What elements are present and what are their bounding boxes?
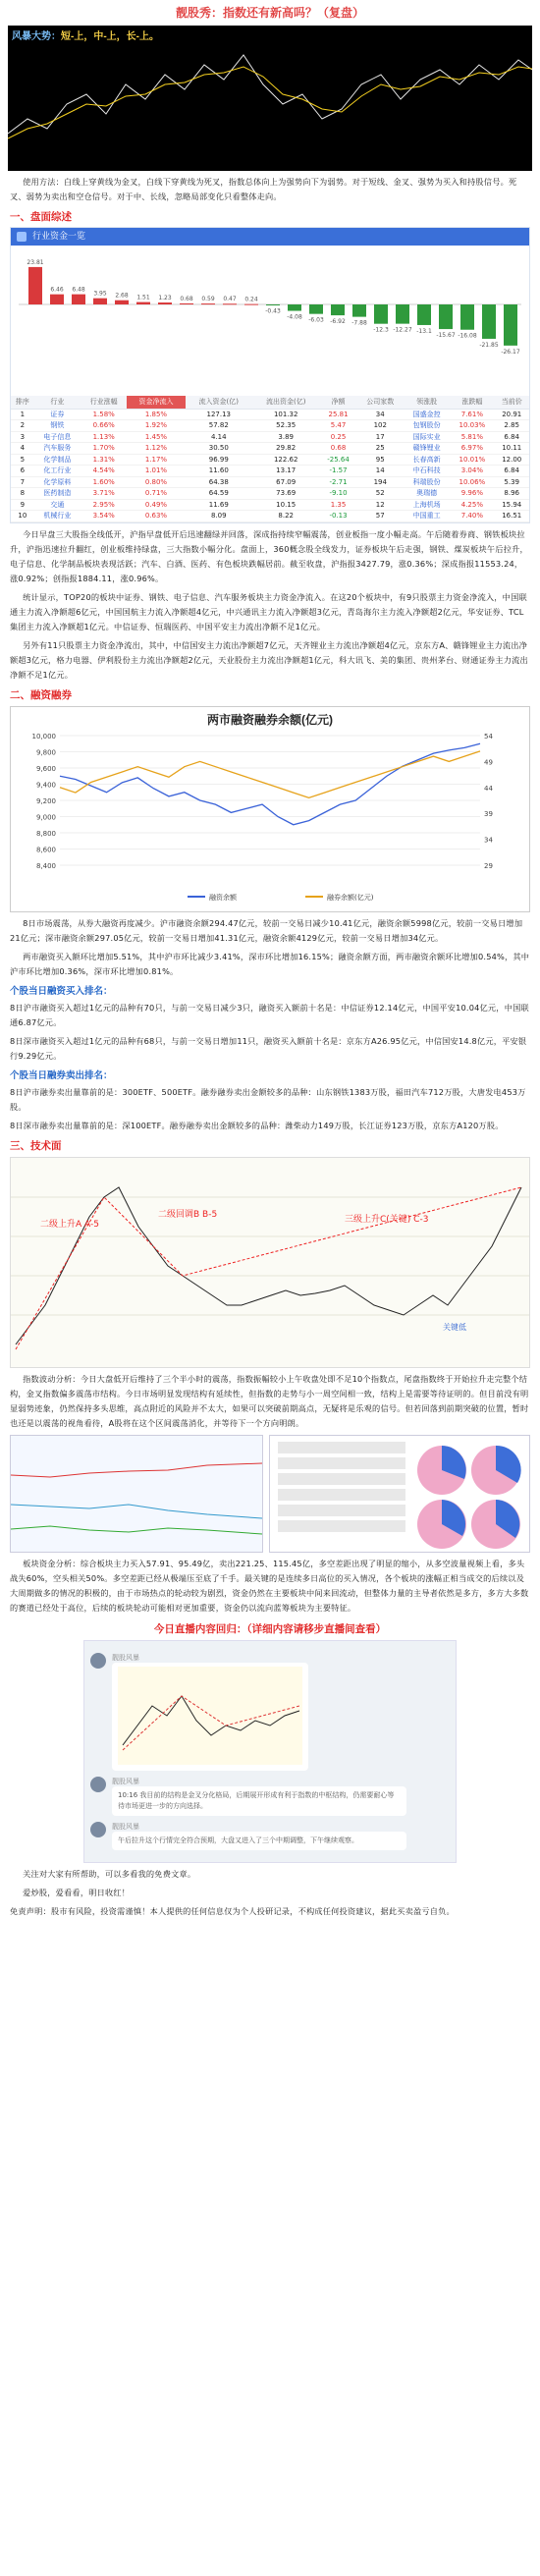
industry-bar [223, 303, 237, 304]
y-left-tick: 9,000 [35, 813, 56, 821]
financing-buy-ranking-heading: 个股当日融资买入排名： [10, 985, 113, 997]
banner-values-text: 短-上，中-上，长-上。 [61, 31, 159, 42]
avatar [90, 1777, 106, 1792]
table-row[interactable] [11, 443, 529, 455]
table-header[interactable]: 行业涨幅 [81, 396, 127, 409]
legend-entry: 融券余额(亿元) [327, 893, 374, 902]
industry-capital-panel [10, 227, 530, 523]
industry-bar [504, 304, 517, 346]
industry-bar-label: -6.03 [308, 316, 324, 324]
table-cell: 交通 [34, 499, 81, 511]
table-cell: 52 [357, 488, 404, 500]
table-cell: 机械行业 [34, 511, 81, 522]
table-cell: 57 [357, 511, 404, 522]
chat-chart-bubble [112, 1663, 308, 1771]
disclaimer: 免责声明：股市有风险，投资需谨慎！本人提供的任何信息仅为个人投研记录，不构成任何投资建议，据此买卖盈亏自负。 [10, 1905, 455, 1916]
table-cell: 7 [11, 476, 34, 488]
table-cell: 国盛金控 [404, 409, 450, 420]
table-cell: 0.25 [319, 431, 356, 443]
industry-bar [288, 304, 301, 311]
wave-chart-plot [11, 1158, 529, 1367]
industry-bar [136, 302, 150, 304]
industry-bar-label: 1.23 [158, 295, 172, 302]
table-cell: -1.57 [319, 466, 356, 477]
table-cell: 101.32 [252, 409, 319, 420]
table-row[interactable] [11, 466, 529, 477]
capital-outflow-paragraph: 另外有11只股票主力资金净流出，其中，中信国安主力流出净额超7亿元，天齐锂业主力流出净额超4亿元，京东方A、赣锋锂业主力流出净额超3亿元，格力电器、伊利股份主力流出净额超2亿元，天业股份主力流出净额超1亿元，科大讯飞、美的集团、贵州茅台、财通证券主力流出净额不足1亿元。 [10, 639, 528, 680]
table-header[interactable]: 流入资金(亿) [186, 396, 252, 409]
industry-table [11, 396, 529, 522]
table-cell: 29.82 [252, 443, 319, 455]
table-header[interactable]: 涨跌幅 [450, 396, 494, 409]
table-cell: 9.96% [450, 488, 494, 500]
table-cell: 12 [357, 499, 404, 511]
table-header[interactable]: 净额 [319, 396, 356, 409]
series-line [60, 750, 480, 797]
table-cell: 194 [357, 476, 404, 488]
table-cell: 上海机场 [404, 499, 450, 511]
table-row[interactable] [11, 511, 529, 522]
table-cell: 1.13% [81, 431, 127, 443]
capital-inflow-paragraph: 统计显示，TOP20的板块中证券、钢铁、电子信息、汽车服务板块主力资金净流入。在这20个板块中，有9只股票主力资金净流入，中国联通主力流入净额超6亿元，中国国航主力流入净额超4亿元，中兴通讯主力流入净额超3亿元，青岛海尔主力流入净额超2亿元，华安证券、TCL集团主力流入净额超1亿元。中信证券、恒瑞医药、中国平安主力流出净额不足1亿元。 [10, 591, 527, 631]
industry-bar [50, 295, 64, 304]
sector-analysis-paragraph: 板块资金分析：综合板块主力买入57.91、95.49亿，卖出221.25、115.45亿，多空差距出现了明显的缩小，从多空波量视频上看，多头战失60%，空头相关50%。多空差距已经从极端压至底了千手。最关键的是连续多日高位的买入情况，各个板块的涨幅正相当成交的后续以及大周期做多的情况的积极的，由于市场热点的轮动较为剧烈，资金仍然在主要板块中间来回流动，但整体力量的主导者依然是多方，多方大多数的赛道已经处于高位，后续的板块轮动可能相对更加重要，资金仍以流向蓝筹板块为主要特征。 [10, 1558, 529, 1613]
table-cell: 17 [357, 431, 404, 443]
short-sell-ranking-heading: 个股当日融券卖出排名： [10, 1069, 113, 1081]
wave-label-b: 二级回调B B-5 [158, 1209, 218, 1220]
table-cell: 12.00 [494, 454, 529, 466]
table-cell: 1 [11, 409, 34, 420]
industry-bar [201, 303, 215, 304]
wave-label-c: 三级上升C(关键) C-3 [345, 1214, 429, 1225]
margin-summary-paragraph: 8日市场震荡，从券大融资再度减少。沪市融资余额294.47亿元，较前一交易日减少10.41亿元，融资余额5998亿元，较前一交易日增加21亿元；深市融资余额297.05亿元，较前一交易日增加41.31亿元，融资余额4129亿元，较前一交易日增加34亿元。 [10, 917, 523, 943]
table-cell: 64.38 [186, 476, 252, 488]
industry-bar-label: -12.27 [393, 326, 412, 334]
table-cell: 6.84 [494, 466, 529, 477]
industry-bar [72, 295, 85, 304]
margin-balance-chart [10, 706, 530, 912]
avatar [90, 1653, 106, 1669]
table-cell: 1.45% [127, 431, 185, 443]
y-left-tick: 8,800 [35, 829, 56, 838]
banner-trend-label [12, 27, 159, 42]
table-cell: 7.61% [450, 409, 494, 420]
index-banner-chart [8, 26, 532, 171]
industry-bar-label: 3.95 [93, 290, 107, 298]
table-cell: 化学制品 [34, 454, 81, 466]
table-cell: 1.60% [81, 476, 127, 488]
table-header[interactable]: 公司家数 [357, 396, 404, 409]
table-cell: 4.54% [81, 466, 127, 477]
industry-bar-label: 0.59 [201, 296, 215, 303]
industry-bar [309, 304, 323, 314]
industry-bar [158, 302, 172, 304]
table-row[interactable] [11, 454, 529, 466]
table-cell: 中石科技 [404, 466, 450, 477]
industry-panel-title: 行业资金一览 [11, 228, 529, 246]
table-cell: 6.84 [494, 431, 529, 443]
table-cell: 1.01% [127, 466, 185, 477]
table-cell: 8.96 [494, 488, 529, 500]
section-1-heading: 一、盘面综述 [10, 211, 72, 223]
table-cell: 34 [357, 409, 404, 420]
table-cell: 5.81% [450, 431, 494, 443]
closing-note: 爱炒股，爱看看，明日收红！ [23, 1887, 131, 1897]
table-row[interactable] [11, 476, 529, 488]
y-left-tick: 8,600 [35, 846, 56, 853]
sz-short-paragraph: 8日深市融券卖出量靠前的是：深100ETF。融券融券卖出金额较多的品种：潍柴动力149万股，长江证券123万股，京东方A120万股。 [10, 1120, 504, 1130]
industry-bar [460, 304, 474, 330]
table-cell: 医药制造 [34, 488, 81, 500]
margin-chart-title: 两市融资融券余额(亿元) [207, 712, 333, 727]
table-cell: 3.04% [450, 466, 494, 477]
y-right-tick: 54 [484, 732, 493, 740]
industry-bar [266, 304, 280, 305]
industry-bar-label: 0.24 [244, 296, 258, 303]
table-cell: 11.69 [186, 499, 252, 511]
industry-bar-label: -13.1 [416, 327, 432, 335]
table-cell: 化工行业 [34, 466, 81, 477]
table-cell: 9 [11, 499, 34, 511]
table-cell: 0.80% [127, 476, 185, 488]
industry-bar-label: 23.81 [27, 258, 44, 266]
table-header[interactable]: 资金净流入 [127, 396, 185, 409]
table-cell: 国际实业 [404, 431, 450, 443]
table-cell: 122.62 [252, 454, 319, 466]
table-cell: 科瑞股份 [404, 476, 450, 488]
table-row[interactable] [11, 409, 529, 420]
margin-change-paragraph: 两市融资买入额环比增加5.51%，其中沪市环比减少3.41%，深市环比增加16.15%；融资余额方面，两市融资余额环比增加0.54%，其中沪市环比增加0.36%，深市环比增加0.81%。 [10, 951, 530, 976]
industry-bar [115, 301, 129, 304]
industry-bar-label: -26.17 [501, 348, 520, 356]
table-header[interactable]: 流出资金(亿) [252, 396, 319, 409]
table-cell: 10.15 [252, 499, 319, 511]
table-cell: 4 [11, 443, 34, 455]
table-cell: 16.51 [494, 511, 529, 522]
chat-message [90, 1777, 450, 1816]
banner-label-text: 风暴大势： [12, 31, 61, 42]
table-cell: 5 [11, 454, 34, 466]
industry-bar-label: 6.46 [50, 286, 64, 294]
table-cell: 1.17% [127, 454, 185, 466]
industry-bar-label: -0.43 [265, 307, 281, 315]
industry-bar-label: -15.67 [436, 332, 456, 340]
table-cell: 7.40% [450, 511, 494, 522]
table-cell: 5.39 [494, 476, 529, 488]
table-cell: 1.31% [81, 454, 127, 466]
live-chat-panel [83, 1640, 457, 1863]
table-cell: 化学原料 [34, 476, 81, 488]
industry-bar-label: 0.47 [223, 296, 237, 303]
industry-bar-label: 0.68 [180, 295, 193, 302]
table-cell: 52.35 [252, 420, 319, 432]
table-cell: 0.66% [81, 420, 127, 432]
y-left-tick: 9,800 [35, 748, 56, 756]
table-cell: 127.13 [186, 409, 252, 420]
intro-paragraph: 使用方法：白线上穿黄线为金叉，白线下穿黄线为死叉，指数总体向上为强势向下为弱势。对于短线、金叉、强势为买入和持股信号。死叉、弱势为卖出和空仓信号。对于中、长线，忽略局部变化只看整体走向。 [10, 177, 517, 201]
table-cell: 8.09 [186, 511, 252, 522]
table-cell: 10.01% [450, 454, 494, 466]
legend-entry: 融资余额 [209, 893, 237, 902]
table-cell: 67.09 [252, 476, 319, 488]
industry-bar-label: 6.48 [72, 286, 85, 294]
table-cell: 奥瑞德 [404, 488, 450, 500]
industry-bar [352, 304, 366, 317]
pie-charts [270, 1436, 529, 1552]
table-cell: -25.64 [319, 454, 356, 466]
live-review-heading: 今日直播内容回归：（详细内容请移步直播间查看） [153, 1622, 387, 1635]
industry-bar [417, 304, 431, 325]
table-cell: 5.47 [319, 420, 356, 432]
table-cell: 证券 [34, 409, 81, 420]
y-right-tick: 49 [484, 757, 493, 766]
industry-bar [439, 304, 453, 329]
industry-bar-chart [11, 246, 529, 393]
section-3-heading: 三、技术面 [10, 1139, 62, 1152]
wave-label-a: 二级上升A A-5 [40, 1219, 99, 1230]
table-cell: 2.95% [81, 499, 127, 511]
table-cell: 10 [11, 511, 34, 522]
table-cell: 10.06% [450, 476, 494, 488]
table-cell: 73.69 [252, 488, 319, 500]
table-cell: 包钢股份 [404, 420, 450, 432]
table-row[interactable] [11, 431, 529, 443]
table-cell: 15.94 [494, 499, 529, 511]
chat-message [90, 1822, 450, 1850]
table-row[interactable] [11, 488, 529, 500]
sector-images-row [10, 1435, 530, 1553]
table-cell: 1.85% [127, 409, 185, 420]
table-cell: 10.11 [494, 443, 529, 455]
table-cell: 6 [11, 466, 34, 477]
table-cell: 1.92% [127, 420, 185, 432]
table-header[interactable]: 排序 [11, 396, 34, 409]
industry-bar-label: -6.92 [330, 318, 346, 326]
table-cell: 8 [11, 488, 34, 500]
table-cell: 3.54% [81, 511, 127, 522]
industry-bar [396, 304, 409, 324]
table-cell: 中国重工 [404, 511, 450, 522]
industry-bar-label: -16.08 [458, 332, 477, 340]
chat-kline-chart [118, 1667, 302, 1765]
table-cell: 0.68 [319, 443, 356, 455]
table-header[interactable]: 行业 [34, 396, 81, 409]
industry-bar-label: 2.68 [115, 292, 129, 300]
table-cell: -2.71 [319, 476, 356, 488]
y-left-tick: 10,000 [31, 732, 56, 740]
section-2-heading: 二、融资融券 [10, 688, 72, 701]
industry-bar [374, 304, 388, 324]
industry-bar [244, 304, 258, 305]
sector-pie-charts [269, 1435, 530, 1553]
sh-financing-paragraph: 8日沪市融资买入超过1亿元的品种有70只，与前一交易日减少3只，融资买入额前十名是：中信证券12.14亿元，中国平安10.04亿元，中国联通6.87亿元。 [10, 1002, 529, 1027]
sector-flow-chart [10, 1435, 263, 1553]
table-cell: 20.91 [494, 409, 529, 420]
y-left-tick: 9,400 [35, 781, 56, 789]
industry-bar [93, 299, 107, 304]
table-cell: 11.60 [186, 466, 252, 477]
y-right-tick: 34 [484, 836, 493, 845]
chat-bubble: 10:16 我目前的结构是金叉分化格局，后期展开形成有利于指数的中枢结构，仍需要耐心等待市场更进一步的方向选择。 [112, 1786, 406, 1816]
table-cell: 25 [357, 443, 404, 455]
market-summary-paragraph: 今日早盘三大股指全线低开，沪指早盘低开后迅速翻绿并回落，深成指持续窄幅震荡，创业板指一度小幅走高。午后随着券商、钢铁板块拉升，沪指迅速拉升翻红，创业板维持绿盘，三大指数小幅分化。盘面上，360概念股全线发力，证券板块午后走强，钢铁、煤炭板块午后拉升，电子信息、化学制品板块表现活跃；汽车、白酒、医药、有色板块跌幅居前。截至收盘，沪指报3427.79，涨0.36%；深成指报11553.24，涨0.92%；创指报1884.11，涨0.96%。 [10, 528, 528, 583]
table-cell: 电子信息 [34, 431, 81, 443]
y-left-tick: 9,200 [35, 796, 56, 805]
table-header[interactable]: 当前价 [494, 396, 529, 409]
table-cell: 30.50 [186, 443, 252, 455]
sh-short-paragraph: 8日沪市融券卖出量靠前的是：300ETF、500ETF。融券融券卖出金额较多的品种：山东钢铁1383万股，福田汽车712万股，大唐发电453万股。 [10, 1086, 526, 1112]
industry-bar-label: -7.88 [351, 319, 367, 327]
table-cell: 0.49% [127, 499, 185, 511]
sz-financing-paragraph: 8日深市融资买入超过1亿元的品种有68只，与前一交易日增加11只，融资买入额前十名是：京东方A26.95亿元，中信国安14.8亿元，平安银行9.29亿元。 [10, 1035, 527, 1061]
chat-bubble: 午后拉升这个行情完全符合预期，大盘又进入了三个中期调整，下午继续观察。 [112, 1832, 406, 1850]
table-cell: 3.71% [81, 488, 127, 500]
chat-nick: 靓股风暴 [112, 1777, 139, 1785]
table-cell: -9.10 [319, 488, 356, 500]
table-cell: 3 [11, 431, 34, 443]
table-cell: 0.71% [127, 488, 185, 500]
industry-bar [180, 303, 193, 304]
table-cell: 95 [357, 454, 404, 466]
y-left-tick: 8,400 [35, 861, 56, 870]
table-cell: 57.82 [186, 420, 252, 432]
technical-wave-chart [10, 1157, 530, 1368]
table-cell: 4.25% [450, 499, 494, 511]
chat-message [90, 1653, 450, 1771]
table-cell: 96.99 [186, 454, 252, 466]
table-cell: 64.59 [186, 488, 252, 500]
industry-bar-label: -21.85 [479, 341, 499, 349]
table-cell: 汽车服务 [34, 443, 81, 455]
table-cell: 13.17 [252, 466, 319, 477]
table-cell: 102 [357, 420, 404, 432]
table-cell: 10.03% [450, 420, 494, 432]
chat-nick: 靓股风暴 [112, 1822, 139, 1831]
table-cell: 1.70% [81, 443, 127, 455]
table-row[interactable] [11, 420, 529, 432]
y-right-tick: 39 [484, 809, 493, 818]
table-cell: -0.13 [319, 511, 356, 522]
y-right-tick: 29 [484, 861, 493, 870]
industry-bar-label: -4.08 [287, 313, 302, 321]
follow-note: 关注对大家有所帮助，可以多看我的免费文章。 [23, 1868, 196, 1879]
sector-flow-lines [11, 1436, 262, 1552]
industry-bar [331, 304, 345, 315]
industry-bar-label: 1.51 [136, 294, 150, 301]
industry-bar [28, 267, 42, 304]
industry-bar-label: -12.3 [373, 326, 389, 334]
table-cell: 3.89 [252, 431, 319, 443]
table-cell: 4.14 [186, 431, 252, 443]
table-cell: 2 [11, 420, 34, 432]
y-right-tick: 44 [484, 784, 493, 793]
chat-nick: 靓股风暴 [112, 1653, 139, 1662]
table-cell: 2.85 [494, 420, 529, 432]
table-cell: 长春高新 [404, 454, 450, 466]
banner-lines [8, 26, 532, 171]
table-cell: 14 [357, 466, 404, 477]
table-cell: 0.63% [127, 511, 185, 522]
table-cell: 8.22 [252, 511, 319, 522]
y-left-tick: 9,600 [35, 764, 56, 773]
table-cell: 6.97% [450, 443, 494, 455]
table-header[interactable]: 领涨股 [404, 396, 450, 409]
table-row[interactable] [11, 499, 529, 511]
page-title: 靓股秀：指数还有新高吗？（复盘） [175, 6, 364, 20]
industry-bar [482, 304, 496, 339]
table-cell: 1.12% [127, 443, 185, 455]
table-cell: 25.81 [319, 409, 356, 420]
table-cell: 钢铁 [34, 420, 81, 432]
avatar [90, 1822, 106, 1837]
table-cell: 1.35 [319, 499, 356, 511]
table-cell: 赣锋锂业 [404, 443, 450, 455]
table-cell: 1.58% [81, 409, 127, 420]
wave-label-d: 关键低 [443, 1322, 466, 1332]
margin-chart-plot [11, 728, 529, 909]
index-analysis-paragraph: 指数波动分析：今日大盘低开后维持了三个半小时的震荡，指数振幅较小上午收盘处即不足10个指数点，尾盘指数终于开始拉升走完整个结构，金叉指数偏多震荡市结构。今日市场明显发现结构有延续性，但指数的走势与小一周空间相一致，结构上是需要等待证明的。但目前没有明显弱势迹象，仍然保持多头思维，高点附近的风险并不太大，如果可以突破前期高点，无疑将是乐观的信号。但若回落到前期突破的位置，暂时也还是以震荡的视角看待，A股将在这个区间震荡消化，并等待下一个方向明朗。 [10, 1373, 529, 1428]
